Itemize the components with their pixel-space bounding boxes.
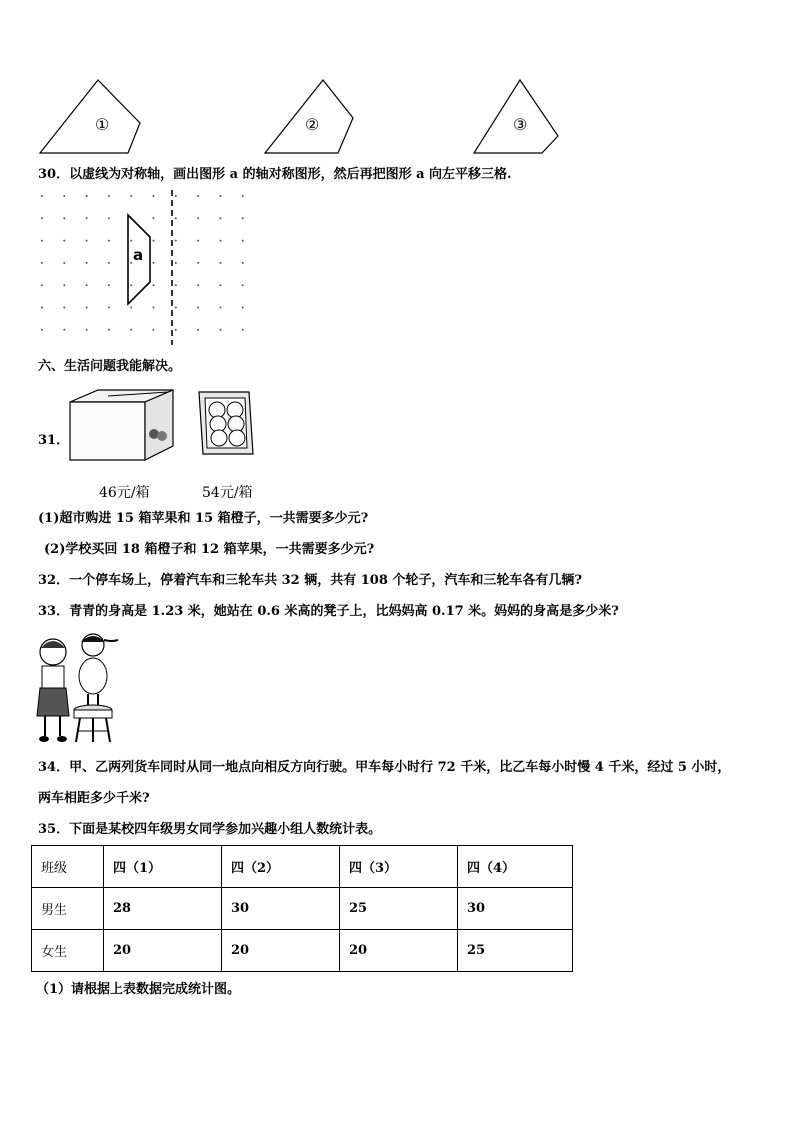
shape-1 [38,78,148,158]
grid-dot [86,195,88,197]
grid-dot [63,284,65,286]
q32-text: 32．一个停车场上，停着汽车和三轮车共 32 辆，共有 108 个轮子，汽车和三轮车各有几辆? [38,573,583,588]
dot-grid [38,190,278,350]
table-cell: 30 [222,888,340,930]
grid-dot [108,329,110,331]
grid-dot [41,217,43,219]
grid-dot [108,217,110,219]
grid-dot [242,195,244,197]
grid-dot [86,329,88,331]
table-cell: 20 [222,930,340,972]
grid-dot [63,240,65,242]
grid-dot [197,284,199,286]
table-cell: 20 [340,930,458,972]
grid-dot [153,307,155,309]
grid-dot [153,329,155,331]
apple-box-image [68,388,178,463]
grid-dot [63,262,65,264]
grid-dot [242,262,244,264]
grid-dot [130,262,132,264]
grid-dot [153,195,155,197]
grid-dot [197,195,199,197]
grid-dot [175,217,177,219]
stats-table [31,845,573,972]
grid-dot [63,329,65,331]
shape-3-label: ③ [513,115,528,134]
grid-dot [242,284,244,286]
table-header-cell: 班级 [32,846,104,888]
grid-dot [197,240,199,242]
q30-text: 30．以虚线为对称轴，画出图形 a 的轴对称图形，然后再把图形 a 向左平移三格. [38,167,512,182]
grid-dot [242,329,244,331]
grid-dot [242,307,244,309]
shape-2-label: ② [305,115,320,134]
grid-dot [197,217,199,219]
grid-dot [175,262,177,264]
table-header-row [32,846,573,888]
grid-dot [219,307,221,309]
grid-dot [242,240,244,242]
grid-dot [41,240,43,242]
apple-price: 46元/箱 [99,485,150,501]
orange-price: 54元/箱 [202,485,253,501]
table-cell: 30 [458,888,573,930]
q31-sub2: (2)学校买回 18 箱橙子和 12 箱苹果，一共需要多少元? [44,542,375,557]
grid-dot [130,284,132,286]
grid-dot [153,240,155,242]
q35-sub1: （1）请根据上表数据完成统计图。 [36,982,241,997]
table-header-cell: 四（4） [458,846,573,888]
grid-dot [219,262,221,264]
grid-dot [63,195,65,197]
table-cell: 25 [340,888,458,930]
grid-dot [108,307,110,309]
grid-dot [175,329,177,331]
grid-dot [41,284,43,286]
grid-dot [41,307,43,309]
table-cell: 女生 [32,930,104,972]
girls-illustration [36,632,126,747]
grid-dot [153,217,155,219]
grid-dot [197,329,199,331]
table-cell: 男生 [32,888,104,930]
grid-dot [108,262,110,264]
grid-dot [175,307,177,309]
grid-dot [219,195,221,197]
grid-dot [86,217,88,219]
grid-dot [242,217,244,219]
table-row [32,888,573,930]
table-cell: 20 [104,930,222,972]
grid-dot [219,329,221,331]
grid-dot [63,217,65,219]
q35-text: 35．下面是某校四年级男女同学参加兴趣小组人数统计表。 [38,822,382,837]
grid-dot [219,284,221,286]
grid-dot [41,195,43,197]
q31-number: 31． [38,433,70,448]
grid-dot [175,284,177,286]
q31-sub1: (1)超市购进 15 箱苹果和 15 箱橙子，一共需要多少元? [38,511,369,526]
table-header-cell: 四（3） [340,846,458,888]
grid-dot [41,329,43,331]
table-header-cell: 四（2） [222,846,340,888]
grid-dot [108,240,110,242]
grid-dot [86,240,88,242]
table-cell: 25 [458,930,573,972]
grid-dot [175,240,177,242]
q34-line1: 34．甲、乙两列货车同时从同一地点向相反方向行驶。甲车每小时行 72 千米，比乙车每小时慢 4 千米，经过 5 小时， [38,760,731,775]
grid-dot [108,195,110,197]
grid-dot [153,284,155,286]
grid-dot [63,307,65,309]
table-cell: 28 [104,888,222,930]
q33-text: 33．青青的身高是 1.23 米，她站在 0.6 米高的凳子上，比妈妈高 0.17 米。妈妈的身高是多少米? [38,604,619,619]
grid-dot [108,284,110,286]
grid-dot [130,240,132,242]
grid-dot [86,307,88,309]
grid-dot [153,262,155,264]
grid-dot [41,262,43,264]
grid-dot [86,284,88,286]
q34-line2: 两车相距多少千米? [38,791,150,806]
grid-dot [86,262,88,264]
grid-dot [175,195,177,197]
shape-a-label: a [133,246,144,264]
grid-dot [197,262,199,264]
shape-1-label: ① [95,115,110,134]
orange-box-image [197,388,257,458]
grid-dot [197,307,199,309]
grid-dot [130,195,132,197]
table-row [32,930,573,972]
section-6-title: 六、生活问题我能解决。 [38,359,182,374]
grid-dot [130,307,132,309]
grid-dot [219,240,221,242]
grid-dot [130,329,132,331]
grid-dot [219,217,221,219]
table-header-cell: 四（1） [104,846,222,888]
